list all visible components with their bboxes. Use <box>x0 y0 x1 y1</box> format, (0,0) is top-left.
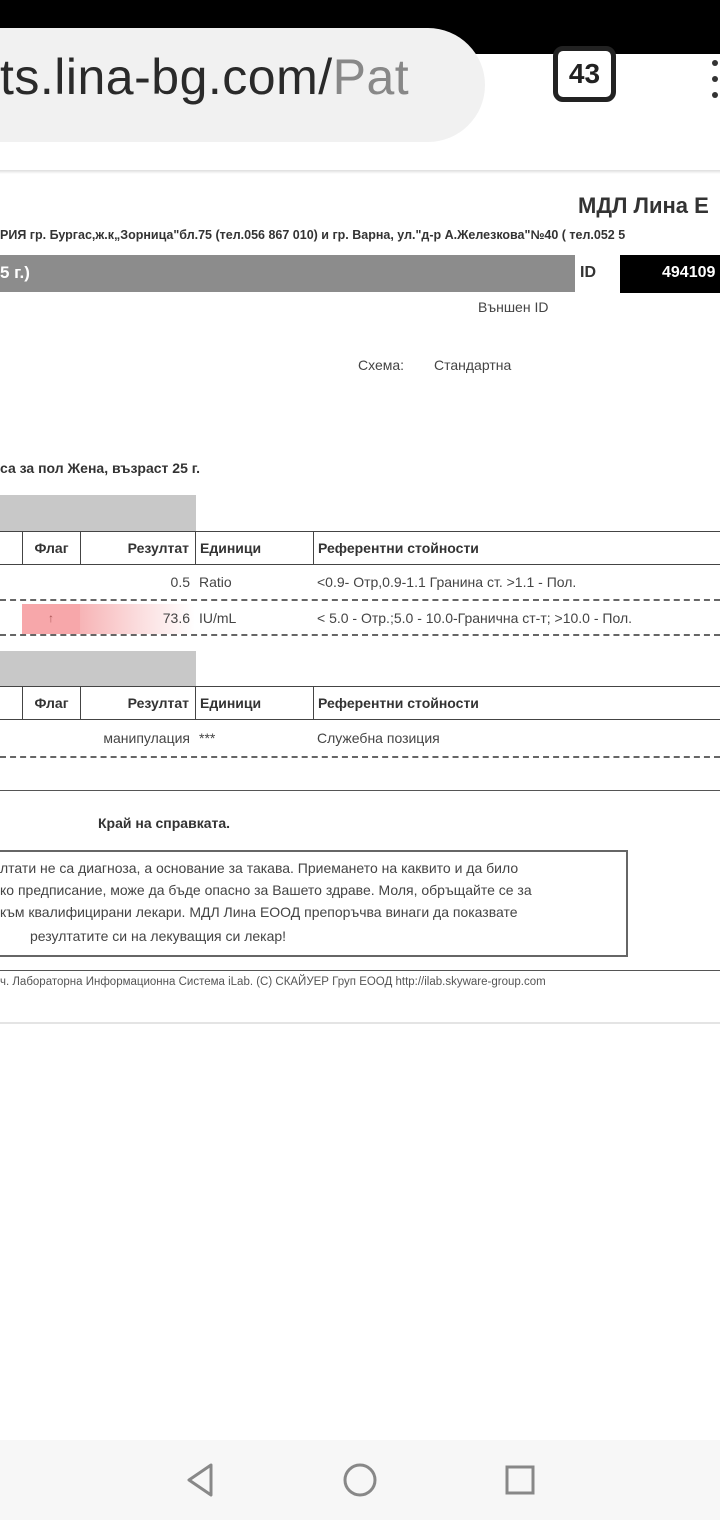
table-row <box>0 601 720 635</box>
url-path: Pat <box>332 49 410 105</box>
col-reference: Референтни стойности <box>313 532 720 564</box>
footer-divider <box>0 970 720 971</box>
reference-note: са за пол Жена, възраст 25 г. <box>0 460 201 476</box>
lab-name: МДЛ Лина Е <box>578 193 709 218</box>
col-result: Резултат <box>80 532 195 564</box>
disclaimer-line: резултатите си на лекуващия си лекар! <box>30 928 287 944</box>
result-value: 73.6 <box>162 610 190 626</box>
toolbar-shadow <box>0 170 720 174</box>
schema-value: Стандартна <box>434 357 512 373</box>
back-triangle-icon[interactable] <box>180 1460 220 1500</box>
units-value: *** <box>199 730 216 746</box>
flag-up-icon: ↑ <box>48 611 54 625</box>
table-header-2 <box>0 686 720 720</box>
row-divider <box>0 756 720 758</box>
patient-bar <box>0 255 575 292</box>
schema-label: Схема: <box>358 357 405 373</box>
lab-address: РИЯ гр. Бургас,ж.к„Зорница"бл.75 (тел.056 867 010) и гр. Варна, ул."д-р А.Железкова"№40 ( тел.052 5 <box>0 228 626 242</box>
result-value: манипулация <box>103 730 190 746</box>
section-header-2 <box>0 651 196 687</box>
page-end <box>0 1022 720 1024</box>
footer-text: ч. Лабораторна Информационна Система iLab. (С) СКАЙУЕР Груп ЕООД http://ilab.skyware-group.com <box>0 976 546 988</box>
disclaimer-line: ко предписание, може да бъде опасно за Вашето здраве. Моля, обръщайте се за <box>0 882 532 898</box>
col-reference: Референтни стойности <box>313 687 720 719</box>
external-id-label: Външен ID <box>478 299 549 315</box>
row-divider <box>0 634 720 636</box>
reference-value: Служебна позиция <box>317 730 440 746</box>
units-value: IU/mL <box>199 610 237 626</box>
col-units: Единици <box>195 687 313 719</box>
disclaimer-line: към квалифицирани лекари. МДЛ Лина ЕООД препоръчва винаги да показвате <box>0 904 518 920</box>
col-result: Резултат <box>80 687 195 719</box>
disclaimer-line: лтати не са диагноза, а основание за такава. Приемането на каквито и да било <box>0 860 519 876</box>
divider <box>0 790 720 791</box>
tab-switcher-button[interactable]: 43 <box>553 46 616 102</box>
recents-square-icon[interactable] <box>500 1460 540 1500</box>
reference-value: < 5.0 - Отр.;5.0 - 10.0-Гранична ст-т; >10.0 - Пол. <box>317 610 632 626</box>
id-value: 494109 <box>662 264 716 281</box>
col-flag: Флаг <box>22 687 80 719</box>
id-label: ID <box>580 264 596 281</box>
section-header-1 <box>0 495 196 531</box>
home-circle-icon[interactable] <box>340 1460 380 1500</box>
more-vert-icon[interactable] <box>712 60 720 106</box>
table-header-1 <box>0 531 720 565</box>
patient-info: 5 г.) <box>0 263 30 282</box>
table-row <box>0 565 720 599</box>
result-value: 0.5 <box>170 574 190 590</box>
end-of-report: Край на справката. <box>98 815 231 831</box>
url-main: ts.lina-bg.com/ <box>0 49 333 105</box>
col-units: Единици <box>195 532 313 564</box>
reference-value: <0.9- Отр,0.9-1.1 Гранина ст. >1.1 - Пол. <box>317 574 577 590</box>
col-flag: Флаг <box>22 532 80 564</box>
url-text[interactable] <box>0 48 452 106</box>
table-row <box>0 721 720 755</box>
units-value: Ratio <box>199 574 232 590</box>
